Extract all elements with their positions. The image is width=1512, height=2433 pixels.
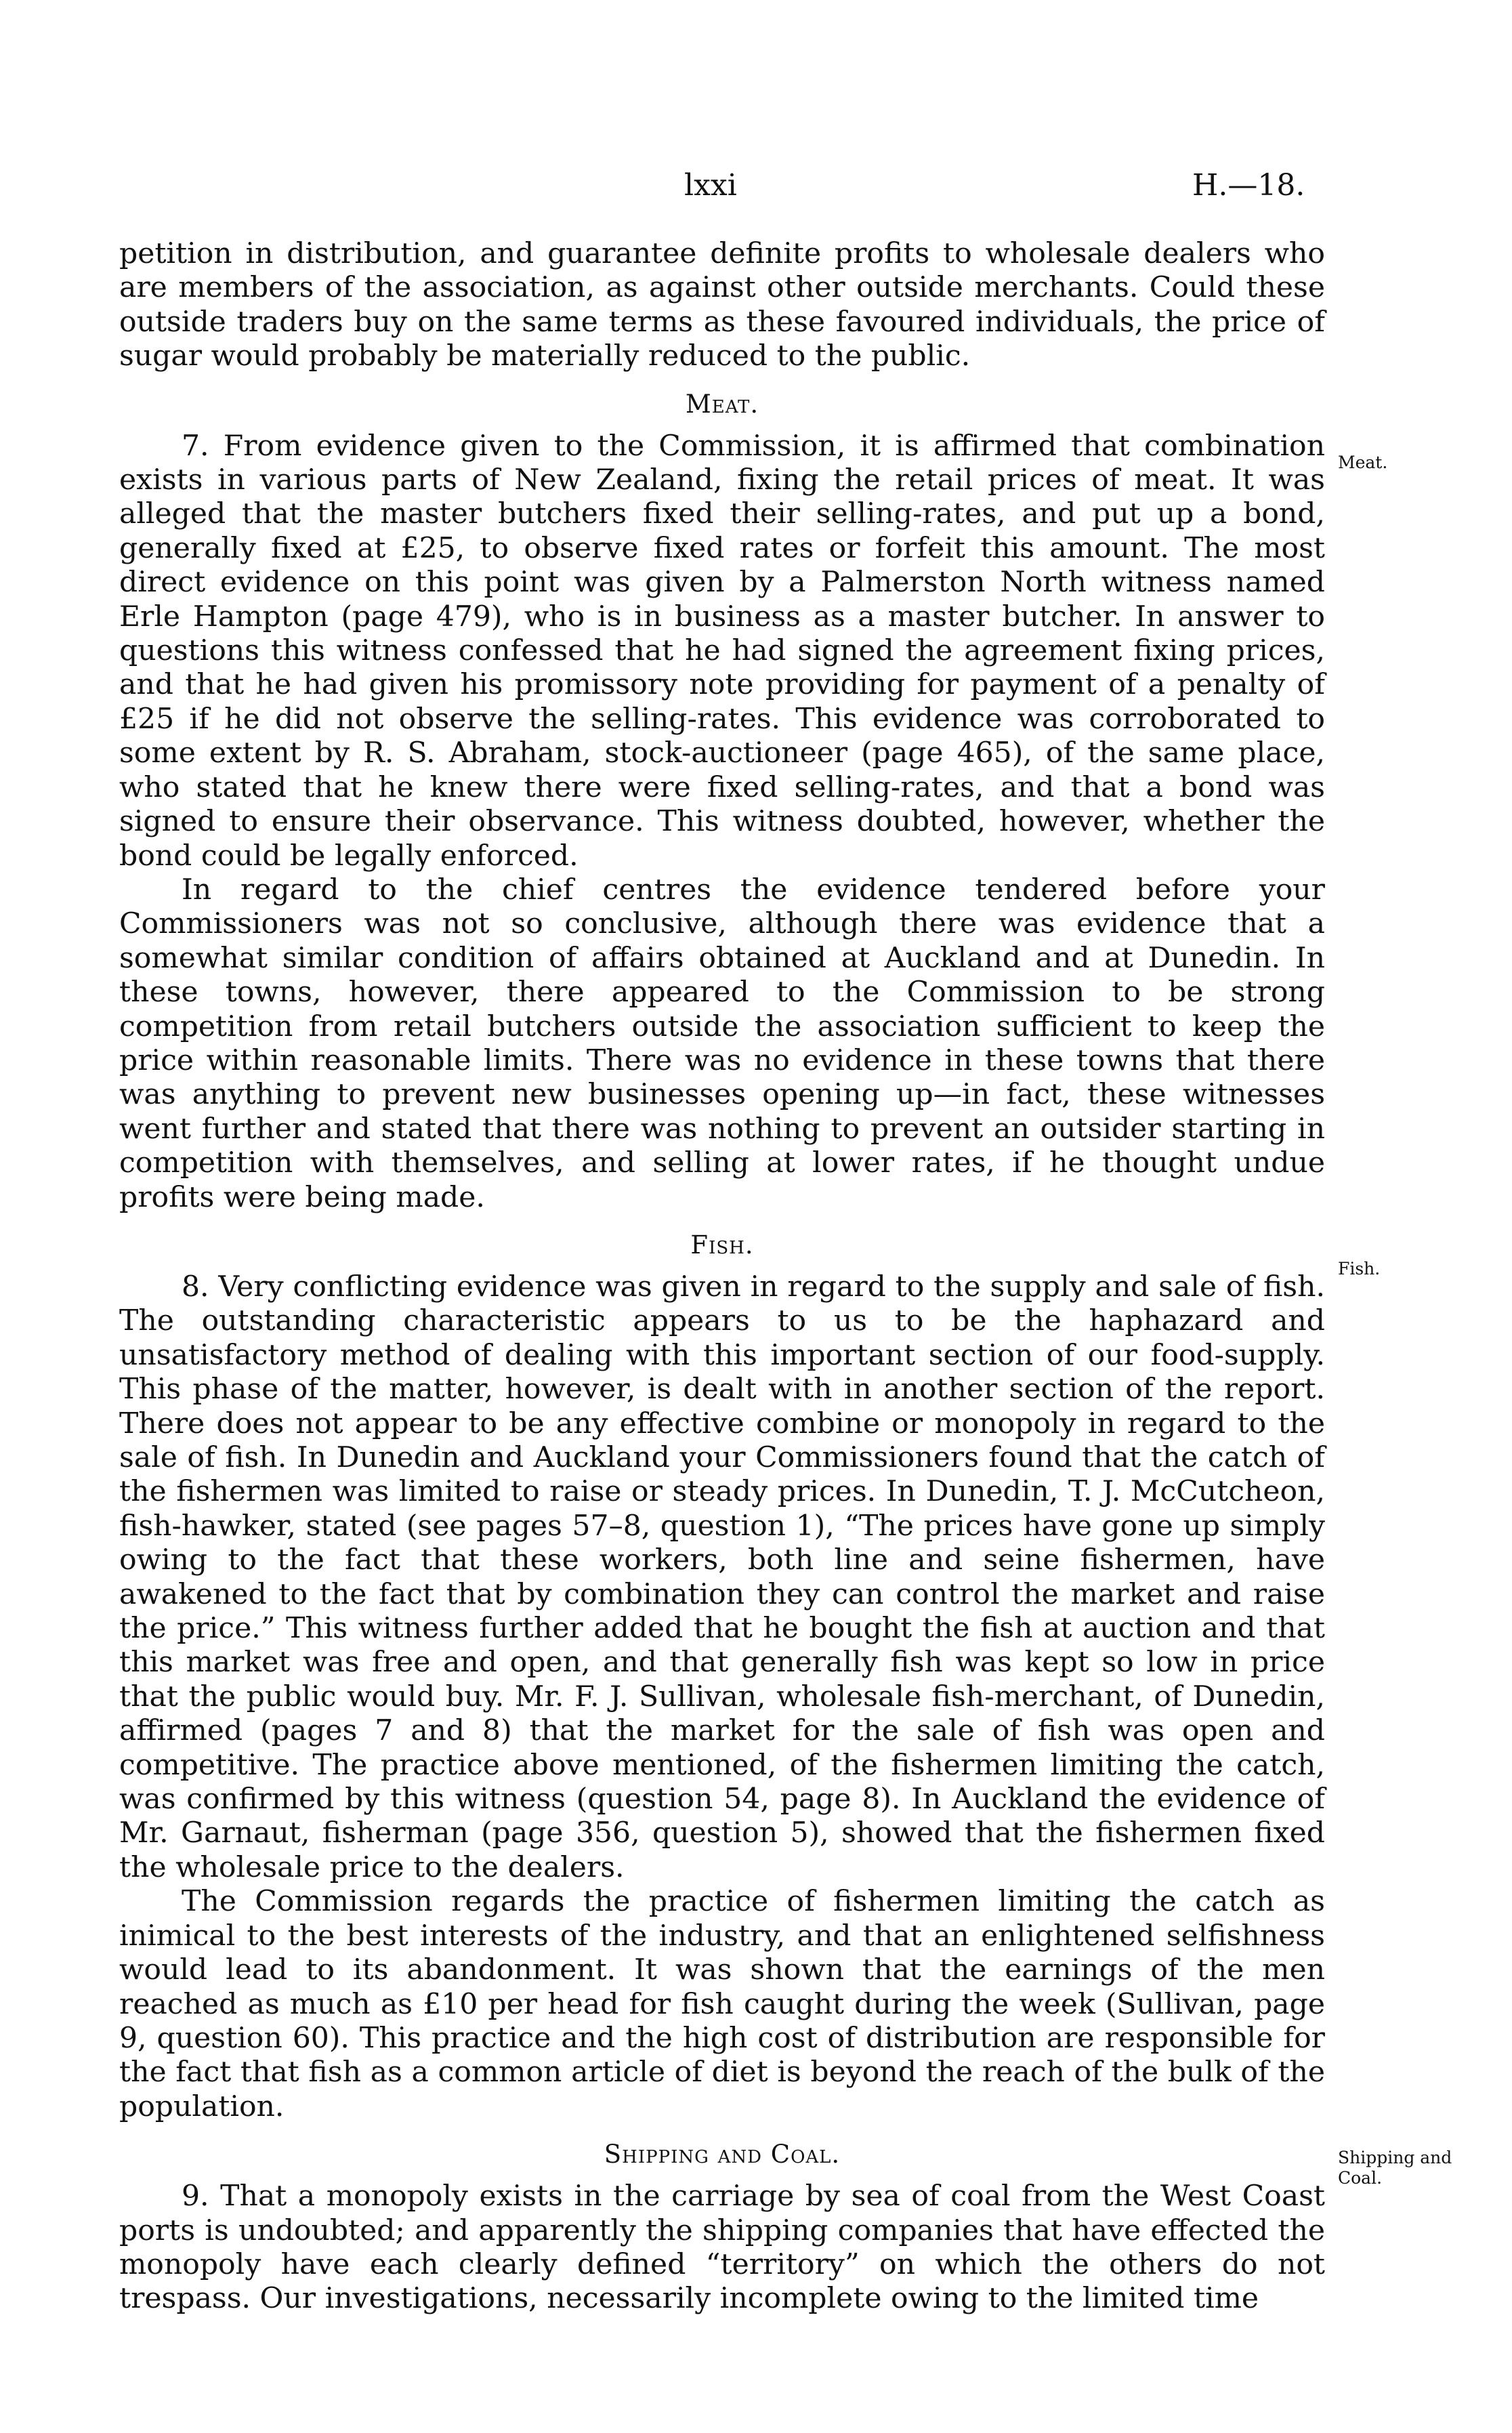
shipping-coal-section-heading: Shipping and Coal. [604,2140,841,2169]
marginal-note-shipping-coal: Shipping and Coal. [1338,2148,1452,2188]
meat-section-heading: Meat. [685,389,759,419]
sugar-continuation-paragraph: petition in distribution, and guarantee definite profits to wholesale dealers who are members of the association, as against other outside merchants. Could these outside traders buy on the same terms as these favoured individuals, the price of sugar would probably be materially reduced to the public. [119,237,1325,373]
page-number: lxxi [684,168,737,203]
fish-paragraph-8: 8. Very conflicting evidence was given in regard to the supply and sale of fish. The outstanding characteristic appears to us to be the haphazard and unsatisfactory method of dealing with this important section of our food-supply. This phase of the matter, however, is dealt with in another section of the report. There does not appear to be any effective combine or monopoly in regard to the sale of fish. In Dunedin and Auckland your Commissioners found that the catch of the fishermen was limited to raise or steady prices. In Dunedin, T. J. McCutcheon, fish-hawker, stated (see pages 57–8, question 1), “The prices have gone up simply owing to the fact that these workers, both line and seine fishermen, have awakened to the fact that by combination they can control the market and raise the price.” This witness further added that he bought the fish at auction and that this market was free and open, and that generally fish was kept so low in price that the public would buy. Mr. F. J. Sullivan, wholesale fish-merchant, of Dunedin, affirmed (pages 7 and 8) that the market for the sale of fish was open and competitive. The practice above mentioned, of the fishermen limiting the catch, was confirmed by this witness (question 54, page 8). In Auckland the evidence of Mr. Garnaut, fisherman (page 356, question 5), showed that the fishermen fixed the wholesale price to the dealers. [119,1270,1325,1884]
meat-paragraph-7: 7. From evidence given to the Commission, it is affirmed that combination exists in various parts of New Zealand, fixing the retail prices of meat. It was alleged that the master butchers fixed their selling-rates, and put up a bond, generally fixed at £25, to observe fixed rates or forfeit this amount. The most direct evidence on this point was given by a Palmerston North witness named Erle Hampton (page 479), who is in business as a master butcher. In answer to questions this witness confessed that he had signed the agreement fixing prices, and that he had given his promissory note providing for payment of a penalty of £25 if he did not observe the selling-rates. This evidence was corroborated to some extent by R. S. Abraham, stock-auctioneer (page 465), of the same place, who stated that he knew there were fixed selling-rates, and that a bond was signed to ensure their observance. This witness doubted, however, whether the bond could be legally enforced. [119,429,1325,873]
fish-section-heading: Fish. [690,1230,754,1260]
document-reference: H.—18. [1192,168,1305,203]
meat-paragraph-chief-centres: In regard to the chief centres the evidence tendered before your Commissioners was not so conclusive, although there was evidence that a somewhat similar condition of affairs obtained at Auckland and at Dunedin. In these towns, however, there appeared to the Commission to be strong competition from retail butchers outside the association sufficient to keep the price within reasonable limits. There was no evidence in these towns that there was anything to prevent new businesses opening up—in fact, these witnesses went further and stated that there was nothing to prevent an outsider starting in competition with themselves, and selling at lower rates, if he thought undue profits were being made. [119,873,1325,1214]
fish-paragraph-commission-regards: The Commission regards the practice of fishermen limiting the catch as inimical to the best interests of the industry, and that an enlightened selfishness would lead to its abandonment. It was shown that the earnings of the men reached as much as £10 per head for fish caught during the week (Sullivan, page 9, question 60). This practice and the high cost of distribution are responsible for the fact that fish as a common article of diet is beyond the reach of the bulk of the population. [119,1885,1325,2123]
shipping-paragraph-9: 9. That a monopoly exists in the carriage by sea of coal from the West Coast ports is undoubted; and apparently the shipping companies that have effected the monopoly have each clearly defined “territory” on which the others do not trespass. Our investigations, necessarily incomplete owing to the limited time [119,2180,1325,2316]
marginal-note-meat: Meat. [1338,453,1388,472]
body-text [119,237,1325,2316]
marginal-note-fish: Fish. [1338,1259,1381,1278]
